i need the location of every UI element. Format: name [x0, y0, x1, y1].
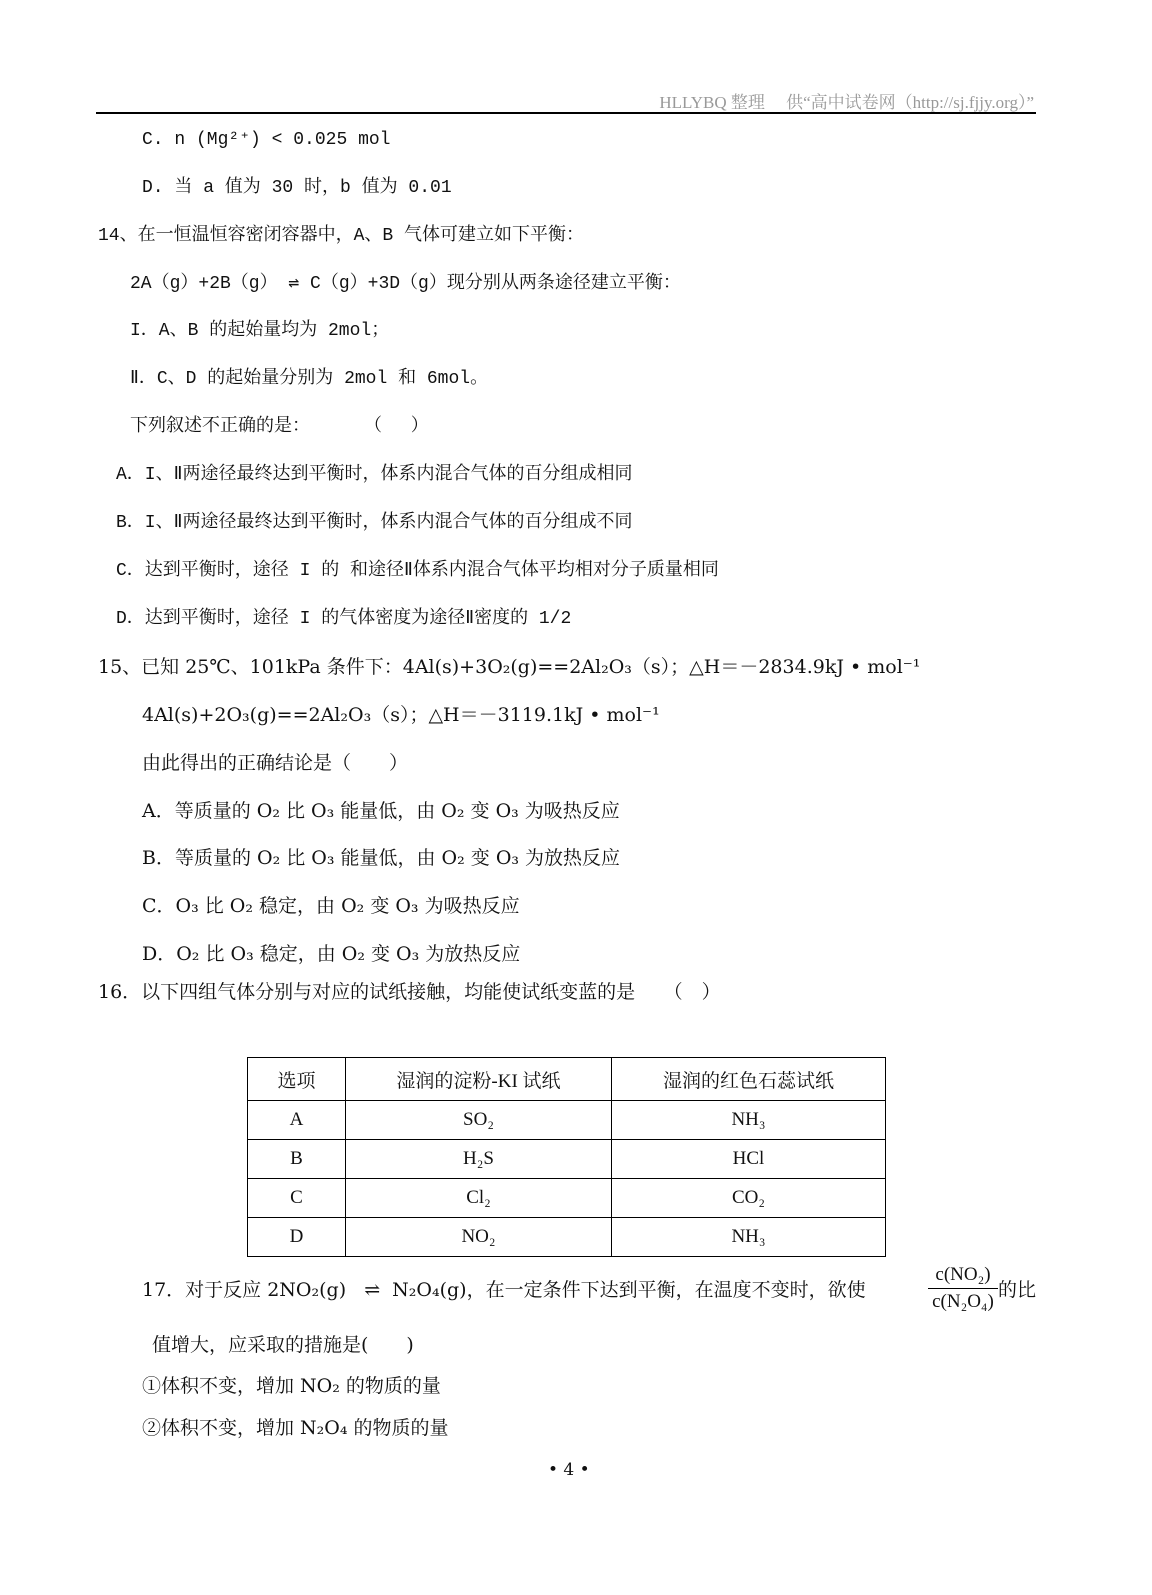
- table-cell: B: [248, 1140, 346, 1179]
- table-cell: HCl: [612, 1140, 886, 1179]
- concentration-ratio: [928, 1262, 998, 1315]
- q15-option-d: D．O₂ 比 O₃ 稳定，由 O₂ 变 O₃ 为放热反应: [142, 943, 521, 965]
- ratio-denominator: c(N₂O₄): [932, 1291, 994, 1312]
- table-header: 湿润的淀粉-KI 试纸: [346, 1058, 612, 1101]
- q17-stem-a: 17．对于反应 2NO₂(g): [142, 1279, 347, 1301]
- q15-option-a: A．等质量的 O₂ 比 O₃ 能量低，由 O₂ 变 O₃ 为吸热反应: [142, 800, 620, 822]
- table-cell: C: [248, 1179, 346, 1218]
- q14-option-d: D．达到平衡时，途径 I 的气体密度为途径Ⅱ密度的 1/2: [116, 609, 572, 629]
- table-row: [248, 1140, 886, 1179]
- table-row: [248, 1101, 886, 1140]
- q15-stem: 15、已知 25℃、101kPa 条件下：4Al(s)+3O₂(g)==2Al₂O₃（s）；△H＝－2834.9kJ • mol⁻¹: [98, 656, 921, 678]
- ratio-numerator: c(NO₂): [928, 1262, 998, 1289]
- q14-option-b: B．I、Ⅱ两途径最终达到平衡时，体系内混合气体的百分组成不同: [116, 513, 633, 533]
- page-number: • 4 •: [548, 1460, 590, 1480]
- table-header: 湿润的红色石蕊试纸: [612, 1058, 886, 1101]
- q15-option-b: B．等质量的 O₂ 比 O₃ 能量低，由 O₂ 变 O₃ 为放热反应: [142, 847, 621, 869]
- q16-table: [247, 1057, 886, 1257]
- page-header: HLLYBQ 整理 供“高中试卷网（http://sj.fjjy.org）”: [659, 93, 1034, 112]
- q14-path-i: I．A、B 的起始量均为 2mol；: [130, 321, 390, 341]
- q17-stem: [142, 1278, 866, 1302]
- table-cell: CO₂: [612, 1179, 886, 1218]
- table-cell: NO₂: [346, 1218, 612, 1257]
- q17-item-1: ①体积不变，增加 NO₂ 的物质的量: [142, 1375, 441, 1397]
- table-cell: NH₃: [612, 1101, 886, 1140]
- q14-path-ii: Ⅱ．C、D 的起始量分别为 2mol 和 6mol。: [130, 369, 489, 389]
- table-cell: NH₃: [612, 1218, 886, 1257]
- q17-item-2: ②体积不变，增加 N₂O₄ 的物质的量: [142, 1417, 449, 1439]
- q17-stem-b: N₂O₄(g)，在一定条件下达到平衡，在温度不变时，欲使: [392, 1279, 866, 1301]
- q14-option-a: A．I、Ⅱ两途径最终达到平衡时，体系内混合气体的百分组成相同: [116, 465, 633, 485]
- q13-option-d: D. 当 a 值为 30 时，b 值为 0.01: [142, 178, 452, 198]
- header-rule: [96, 112, 1036, 114]
- q14-stem: 14、在一恒温恒容密闭容器中，A、B 气体可建立如下平衡：: [98, 226, 585, 246]
- q16-stem: 16．以下四组气体分别与对应的试纸接触，均能使试纸变蓝的是 （ ）: [98, 981, 721, 1003]
- q15-option-c: C．O₃ 比 O₂ 稳定，由 O₂ 变 O₃ 为吸热反应: [142, 895, 520, 917]
- q14-equation: 2A（g）+2B（g） ⇌ C（g）+3D（g）现分别从两条途径建立平衡：: [130, 274, 681, 294]
- table-row: [248, 1179, 886, 1218]
- table-header-row: [248, 1058, 886, 1101]
- table-cell: H₂S: [346, 1140, 612, 1179]
- table-cell: Cl₂: [346, 1179, 612, 1218]
- table-cell: D: [248, 1218, 346, 1257]
- q14-option-c: C．达到平衡时，途径 I 的 和途径Ⅱ体系内混合气体平均相对分子质量相同: [116, 561, 719, 581]
- table-row: [248, 1218, 886, 1257]
- table-header: 选项: [248, 1058, 346, 1101]
- table-cell: A: [248, 1101, 346, 1140]
- q14-ask: 下列叙述不正确的是： （ ）: [130, 417, 429, 437]
- q15-equation-2: 4Al(s)+2O₃(g)==2Al₂O₃（s）；△H＝－3119.1kJ • mol⁻¹: [142, 704, 660, 726]
- equilibrium-arrow-icon: ⇌: [364, 1279, 381, 1301]
- q15-ask: 由此得出的正确结论是（ ）: [142, 752, 409, 774]
- q13-option-c: C. n (Mg²⁺) < 0.025 mol: [142, 130, 391, 150]
- q17-stem-2: 值增大，应采取的措施是( ): [152, 1334, 414, 1356]
- table-cell: SO₂: [346, 1101, 612, 1140]
- q17-stem-c: 的比: [998, 1279, 1037, 1301]
